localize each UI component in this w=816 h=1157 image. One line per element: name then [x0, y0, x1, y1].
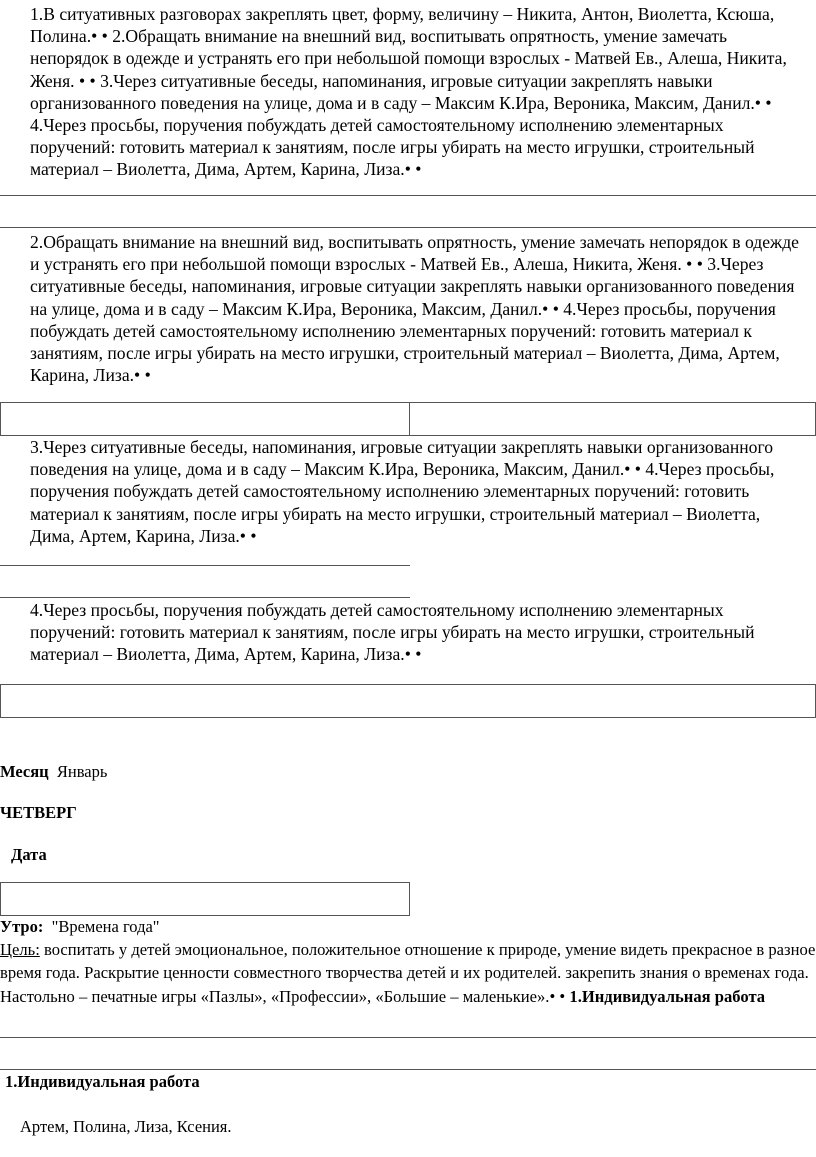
morning-goal: [0, 938, 816, 1008]
plan-block-1: 1.В ситуативных разговорах закреплять цвет, форму, величину – Никита, Антон, Виолетта, Ксюша, Полина.• • 2.Обращать внимание на внешний вид, воспитывать опрятность, умение замечать непорядок в одежде и устранять его при небольшой помощи взрослых - Матвей Ев., Алеша, Никита, Женя. • • 3.Через ситуативные беседы, напоминания, игровые ситуации закреплять навыки организованного поведения на улице, дома и в саду – Максим К.Ира, Вероника, Максим, Данил.• • 4.Через просьбы, поручения побуждать детей самостоятельному исполнению элементарных поручений: готовить материал к занятиям, после игры убирать на место игрушки, строительный материал – Виолетта, Дима, Артем, Карина, Лиза.• •: [30, 4, 787, 180]
divider: [0, 227, 816, 228]
plan-block-3: 3.Через ситуативные беседы, напоминания, игровые ситуации закреплять навыки организованного поведения на улице, дома и в саду – Максим К.Ира, Вероника, Максим, Данил.• • 4.Через просьбы, поручения побуждать детей самостоятельному исполнению элементарных поручений: готовить материал к занятиям, после игры убирать на место игрушки, строительный материал – Виолетта, Дима, Артем, Карина, Лиза.• •: [30, 437, 775, 546]
morning-value: "Времена года": [51, 917, 160, 936]
table-row: [0, 402, 816, 436]
cell-divider: [409, 402, 410, 436]
goal-label: Цель:: [0, 940, 40, 959]
individual-title: 1.Индивидуальная работа: [5, 1072, 200, 1091]
month-value: Январь: [56, 762, 108, 781]
morning-label: Утро:: [0, 917, 44, 936]
date-field: [0, 882, 410, 916]
divider: [0, 565, 410, 566]
divider: [0, 1037, 816, 1038]
divider: [0, 195, 816, 196]
plan-block-2: 2.Обращать внимание на внешний вид, воспитывать опрятность, умение замечать непорядок в одежде и устранять его при небольшой помощи взрослых - Матвей Ев., Алеша, Никита, Женя. • • 3.Через ситуативные беседы, напоминания, игровые ситуации закреплять навыки организованного поведения на улице, дома и в саду – Максим К.Ира, Вероника, Максим, Данил.• • 4.Через просьбы, поручения побуждать детей самостоятельному исполнению элементарных поручений: готовить материал к занятиям, после игры убирать на место игрушки, строительный материал – Виолетта, Дима, Артем, Карина, Лиза.• •: [30, 232, 799, 386]
divider: [0, 1069, 816, 1070]
divider: [0, 597, 410, 598]
individual-names: Артем, Полина, Лиза, Ксения.: [20, 1117, 232, 1136]
empty-row: [0, 684, 816, 718]
goal-text: воспитать у детей эмоциональное, положительное отношение к природе, умение видеть прекрасное в разное время года. Раскрытие ценности совместного творчества детей и их родителей. закрепить знания о временах года. Настольно – печатные игры «Пазлы», «Профессии», «Большие – маленькие».• •: [0, 940, 816, 1006]
date-label: Дата: [11, 845, 47, 864]
month-label: Месяц: [0, 762, 49, 781]
weekday: ЧЕТВЕРГ: [0, 803, 77, 822]
morning-row: [0, 917, 160, 937]
plan-block-4: 4.Через просьбы, поручения побуждать детей самостоятельному исполнению элементарных поручений: готовить материал к занятиям, после игры убирать на место игрушки, строительный материал – Виолетта, Дима, Артем, Карина, Лиза.• •: [30, 600, 755, 665]
goal-tail: 1.Индивидуальная работа: [569, 986, 766, 1006]
month-row: [0, 762, 107, 782]
